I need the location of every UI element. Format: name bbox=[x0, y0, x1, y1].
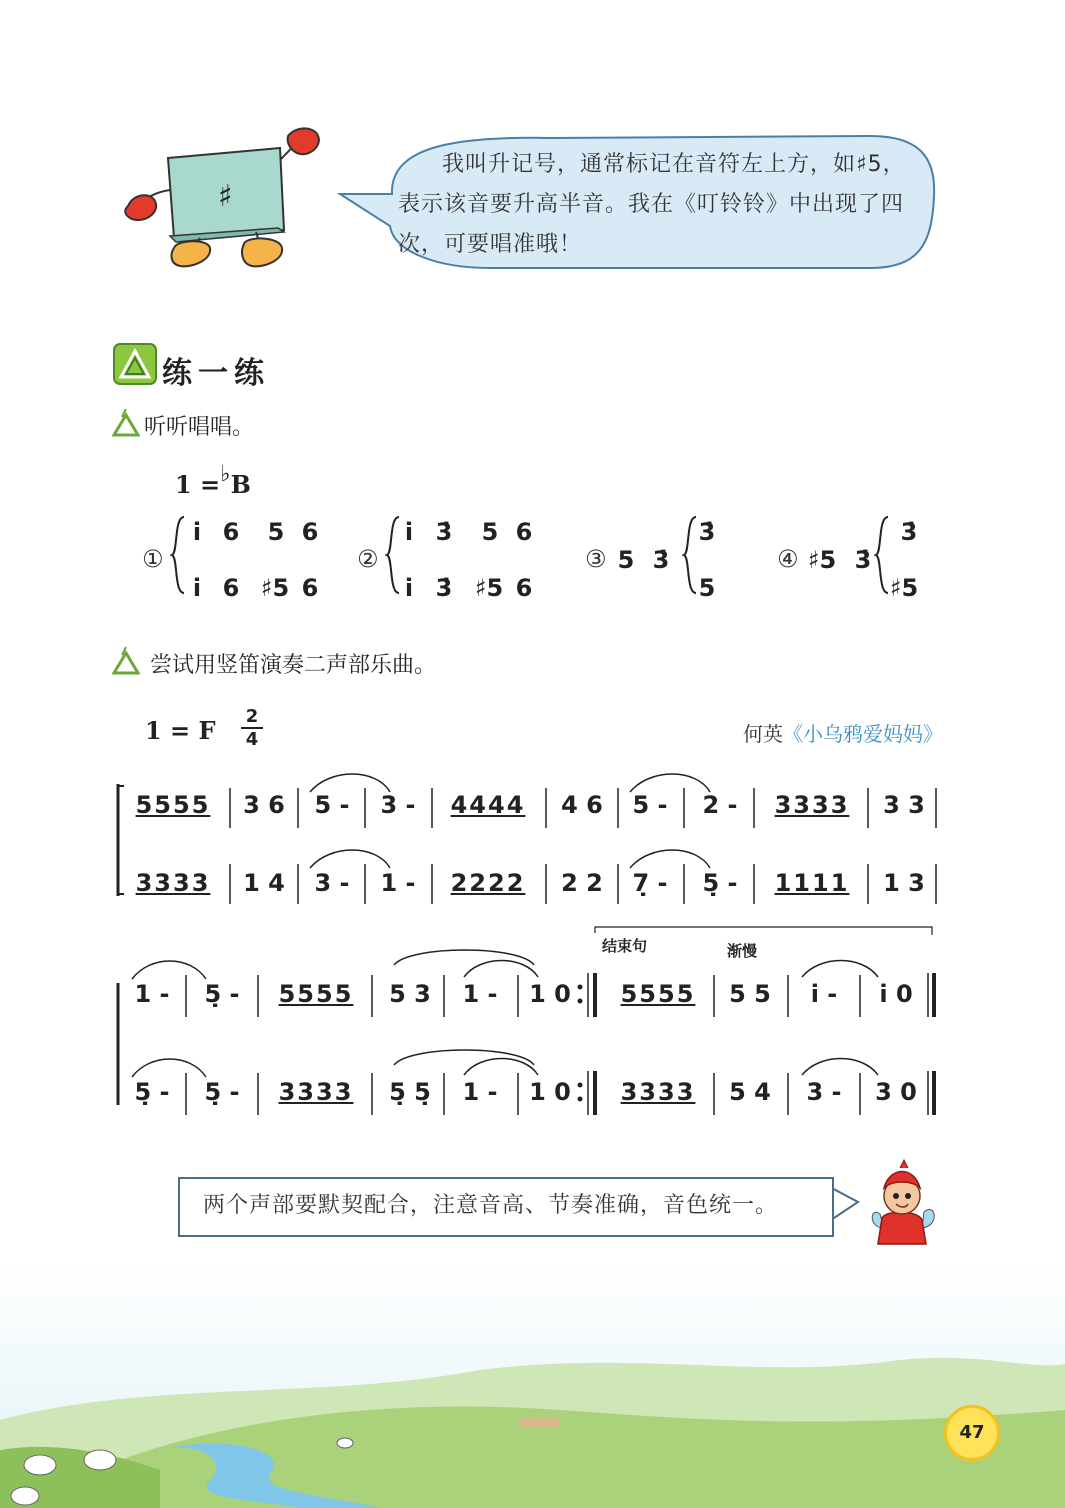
ex1-item1-top-note: 6 bbox=[301, 518, 319, 546]
speech-line-2: 表示该音要升高半音。我在《叮铃铃》中出现了四 bbox=[398, 192, 905, 217]
measure: 1 - bbox=[380, 869, 416, 897]
tempo-label: 渐慢 bbox=[727, 942, 758, 960]
measure: 2222 bbox=[450, 869, 526, 897]
ex1-item3-lead-note: 5 bbox=[617, 546, 635, 574]
measure: 5555 bbox=[620, 980, 696, 1008]
measure: 5̣ - bbox=[204, 1078, 240, 1106]
measure: i̇ - bbox=[810, 980, 838, 1008]
ex1-item1-top-note: i̇ bbox=[192, 518, 202, 546]
time-bottom: 4 bbox=[241, 727, 263, 750]
ex1-item4-lead-note: ♯5 bbox=[807, 546, 837, 574]
measure: 2 - bbox=[702, 791, 738, 819]
measure: 5̣ - bbox=[702, 869, 738, 897]
measure: 1 3 bbox=[883, 869, 925, 897]
measure: 3 3 bbox=[883, 791, 925, 819]
exercise1-number-3: ③ bbox=[585, 545, 607, 573]
measure: 1 0 bbox=[529, 1078, 571, 1106]
speech-line-1: 我叫升记号，通常标记在音符左上方，如♯5， bbox=[442, 152, 906, 177]
measure: 5̣ - bbox=[134, 1078, 170, 1106]
sharp-symbol: ♯ bbox=[218, 179, 233, 214]
section-title: 练一练 bbox=[162, 356, 270, 391]
ex1-item2-bottom-note: i̇ bbox=[404, 574, 414, 602]
triangle-bullet-icon bbox=[112, 407, 140, 439]
measure: 5̣ 5̣ bbox=[389, 1078, 431, 1106]
measure: 1 0 bbox=[529, 980, 571, 1008]
song-title: 《小乌鸦爱妈妈》 bbox=[783, 722, 943, 746]
tip-text: 两个声部要默契配合，注意音高、节奏准确，音色统一。 bbox=[203, 1193, 779, 1218]
ex1-item3-top-note: 3̇ bbox=[698, 518, 716, 546]
measure: 3333 bbox=[774, 791, 850, 819]
ex1-item1-bottom-note: ♯5 bbox=[260, 574, 290, 602]
measure: i̇ 0 bbox=[879, 980, 913, 1008]
measure: 3333 bbox=[278, 1078, 354, 1106]
page-number: 47 bbox=[944, 1405, 1000, 1461]
measure: 4444 bbox=[450, 791, 526, 819]
ex1-item2-top-note: 5 bbox=[481, 518, 499, 546]
ex1-item2-top-note: i̇ bbox=[404, 518, 414, 546]
ex1-item3-lead-note: 3̇ bbox=[652, 546, 670, 574]
speech-text bbox=[398, 145, 918, 265]
measure: 5555 bbox=[278, 980, 354, 1008]
speech-line-3: 次，可要唱准哦！ bbox=[398, 232, 583, 257]
ex1-item1-bottom-note: 6 bbox=[222, 574, 240, 602]
measure: 4 6 bbox=[561, 791, 603, 819]
measure: 5̣ - bbox=[204, 980, 240, 1008]
measure: 3 6 bbox=[243, 791, 285, 819]
ex1-item1-bottom-note: 6 bbox=[301, 574, 319, 602]
measure: 3333 bbox=[135, 869, 211, 897]
measure: 1 - bbox=[462, 980, 498, 1008]
measure: 3 - bbox=[380, 791, 416, 819]
measure: 3 - bbox=[806, 1078, 842, 1106]
measure: 5 - bbox=[632, 791, 668, 819]
sharp-character-illustration bbox=[120, 120, 330, 280]
ex1-item2-bottom-note: 6 bbox=[515, 574, 533, 602]
landscape-illustration bbox=[0, 1260, 1065, 1508]
ex1-item2-bottom-note: 3̇ bbox=[435, 574, 453, 602]
exercise1-number-1: ① bbox=[142, 545, 164, 573]
song-credit bbox=[743, 718, 943, 747]
exercise1-key bbox=[175, 462, 251, 499]
triangle-section-icon bbox=[113, 343, 157, 385]
measure: 3 - bbox=[314, 869, 350, 897]
measure: 3333 bbox=[620, 1078, 696, 1106]
measure: 2 2 bbox=[561, 869, 603, 897]
time-signature bbox=[240, 706, 264, 750]
ex1-item1-top-note: 6 bbox=[222, 518, 240, 546]
ex1-item1-bottom-note: i̇ bbox=[192, 574, 202, 602]
key-note: B bbox=[230, 470, 251, 499]
composer: 何英 bbox=[743, 722, 783, 746]
ex1-item4-lead-note: 3̇ bbox=[854, 546, 872, 574]
measure: 1 - bbox=[462, 1078, 498, 1106]
measure: 1 - bbox=[134, 980, 170, 1008]
measure: 3 0 bbox=[875, 1078, 917, 1106]
ending-label: 结束句 bbox=[602, 937, 648, 955]
measure: 1 4 bbox=[243, 869, 285, 897]
ex1-item2-top-note: 6 bbox=[515, 518, 533, 546]
ex1-item1-top-note: 5 bbox=[267, 518, 285, 546]
ex1-item3-bottom-note: 5 bbox=[698, 574, 716, 602]
key-prefix: 1 = bbox=[175, 470, 221, 499]
ex1-item4-top-note: 3̇ bbox=[900, 518, 918, 546]
measure: 5 5 bbox=[729, 980, 771, 1008]
exercise2-key: 1 = F bbox=[145, 716, 216, 745]
measure: 7̣ - bbox=[632, 869, 668, 897]
time-top: 2 bbox=[245, 706, 259, 727]
ex1-item2-bottom-note: ♯5 bbox=[474, 574, 504, 602]
exercise2-label: 尝试用竖笛演奏二声部乐曲。 bbox=[150, 653, 437, 678]
flat-sign: ♭ bbox=[220, 462, 231, 487]
exercise1-label: 听听唱唱。 bbox=[144, 415, 255, 440]
measure: 5 3 bbox=[389, 980, 431, 1008]
ex1-item2-top-note: 3̇ bbox=[435, 518, 453, 546]
fairy-character-illustration bbox=[862, 1158, 942, 1250]
exercise1-number-4: ④ bbox=[777, 545, 799, 573]
exercise1-number-2: ② bbox=[357, 545, 379, 573]
triangle-bullet-icon bbox=[112, 645, 140, 677]
measure: 1111 bbox=[774, 869, 850, 897]
measure: 5555 bbox=[135, 791, 211, 819]
measure: 5 - bbox=[314, 791, 350, 819]
measure: 5 4 bbox=[729, 1078, 771, 1106]
ex1-item4-bottom-note: ♯5 bbox=[889, 574, 919, 602]
